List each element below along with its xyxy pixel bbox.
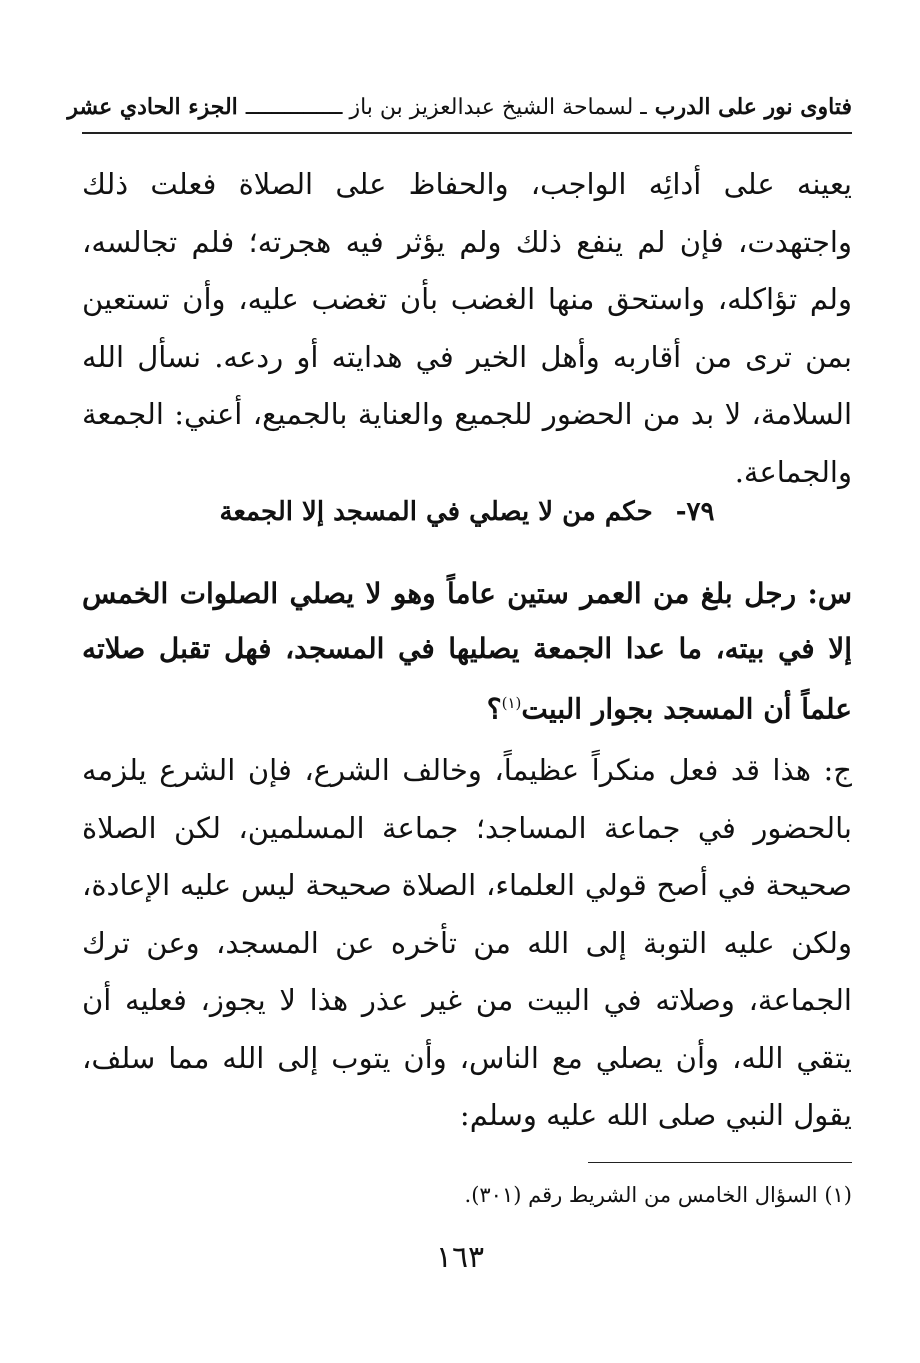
question-block (82, 566, 852, 736)
section-heading (82, 497, 852, 527)
section-number: ٧٩- (675, 497, 715, 527)
answer-paragraph: ج: هذا قد فعل منكراً عظيماً، وخالف الشرع، فإن الشرع يلزمه بالحضور في جماعة المساجد؛ جماعة المسلمين، لكن الصلاة صحيحة في أصح قولي العلماء، الصلاة صحيحة ليس عليه الإعادة، ولكن عليه التوبة إلى الله من تأخره عن المسجد، وعن ترك الجماعة، وصلاته في البيت من غير عذر هذا لا يجوز، فعليه أن يتقي الله، وأن يصلي مع الناس، وأن يتوب إلى الله مما سلف، يقول النبي صلى الله عليه وسلم: (82, 753, 852, 1132)
page-number: ١٦٣ (435, 1240, 485, 1275)
section-title: حكم من لا يصلي في المسجد إلا الجمعة (219, 497, 653, 527)
footnote-reference: (١) (501, 694, 522, 712)
volume-label: الجزء الحادي عشر (67, 94, 238, 120)
header-divider (82, 132, 852, 134)
book-title: فتاوى نور على الدرب (654, 94, 852, 120)
author-line: ـ لسماحة الشيخ عبدالعزيز بن باز ـــــــــــــــ (245, 94, 647, 120)
footnote-divider (588, 1162, 852, 1163)
question-text: س: رجل بلغ من العمر ستين عاماً وهو لا يصلي الصلوات الخمس إلا في بيته، ما عدا الجمعة يصليها في المسجد، فهل تقبل صلاته علماً أن المسجد بجوار البيت (82, 577, 852, 726)
running-header (67, 86, 852, 128)
footnote: (١) السؤال الخامس من الشريط رقم (٣٠١). (464, 1183, 852, 1207)
paragraph-continuation: يعينه على أدائِه الواجب، والحفاظ على الصلاة فعلت ذلك واجتهدت، فإن لم ينفع ذلك ولم يؤثر فيه هجرته؛ فلم تجالسه، ولم تؤاكله، واستحق منها الغضب بأن تغضب عليه، وأن تستعين بمن ترى من أقاربه وأهل الخير في هدايته أو ردعه. نسأل الله السلامة، لا بد من الحضور للجميع والعناية بالجميع، أعني: الجمعة والجماعة. (82, 167, 852, 489)
question-mark: ؟ (486, 692, 502, 726)
